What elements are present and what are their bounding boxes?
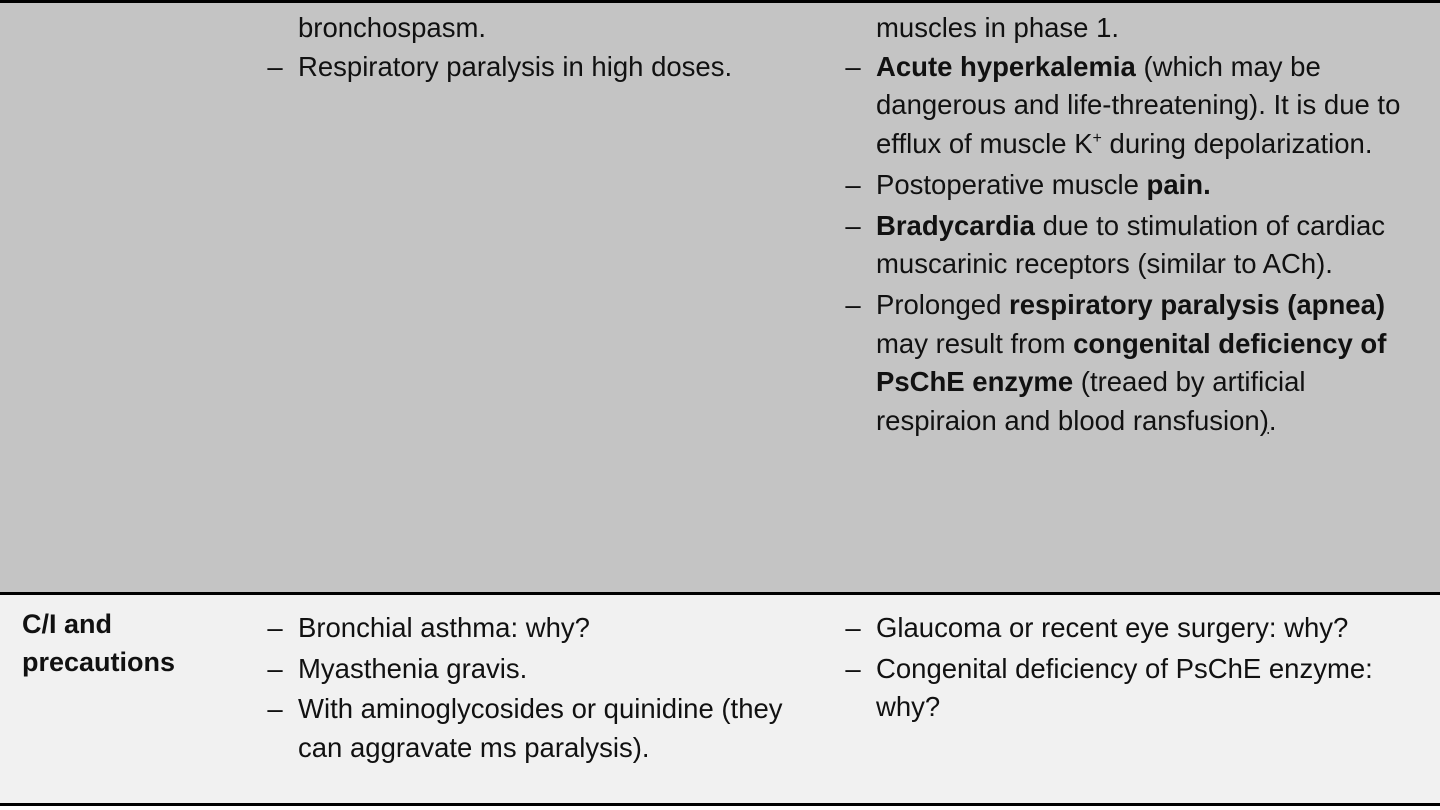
bradycardia-text: due to stimulation of cardiac muscarinic receptors (similar to ACh). bbox=[876, 209, 1386, 280]
ci-a-item bbox=[262, 609, 822, 648]
ci-row-label: C/I and precautions bbox=[22, 609, 176, 677]
ci-b-item-text: Congenital deficiency of PsChE enzyme: why? bbox=[876, 652, 1373, 723]
apnea-text-c: (treaed by artificial respiraion and blood ransfusion bbox=[876, 366, 1306, 437]
dash-bullet: – bbox=[845, 50, 861, 82]
ci-b-item-text: Glaucoma or recent eye surgery: why? bbox=[876, 612, 1349, 643]
hyperkalemia-text: (which may be dangerous and life-threatening). It is due to efflux of muscle K bbox=[876, 50, 1401, 160]
adverse-a-continuation: bronchospasm. bbox=[298, 12, 487, 43]
ci-a-item-text: Myasthenia gravis. bbox=[298, 652, 528, 684]
dash-bullet: – bbox=[845, 652, 861, 684]
adverse-col-b bbox=[840, 3, 1425, 443]
adverse-b-item-apnea bbox=[840, 286, 1425, 441]
pain-text: Postoperative muscle bbox=[876, 168, 1147, 200]
adverse-b-continuation: muscles in phase 1. bbox=[876, 12, 1120, 43]
ci-col-b bbox=[840, 595, 1425, 729]
dash-bullet: – bbox=[845, 288, 861, 320]
adverse-b-item-bradycardia bbox=[840, 207, 1425, 284]
dash-bullet: – bbox=[267, 693, 283, 725]
ci-a-item bbox=[262, 690, 822, 767]
adverse-b-item-pain bbox=[840, 166, 1425, 205]
ci-a-item-text: With aminoglycosides or quinidine (they can aggravate ms paralysis). bbox=[298, 693, 783, 764]
potassium-charge: + bbox=[1092, 129, 1102, 147]
ci-b-item bbox=[840, 650, 1425, 727]
apnea-term: respiratory paralysis (apnea) bbox=[1009, 288, 1386, 320]
hyperkalemia-term: Acute hyperkalemia bbox=[876, 50, 1136, 82]
adverse-b-item-hyperkalemia bbox=[840, 48, 1425, 164]
dash-bullet: – bbox=[267, 652, 283, 684]
bradycardia-term: Bradycardia bbox=[876, 209, 1035, 241]
apnea-text-a: Prolonged bbox=[876, 288, 1010, 320]
ci-a-item bbox=[262, 650, 822, 689]
dash-bullet: – bbox=[845, 209, 861, 241]
ci-col-a bbox=[262, 595, 822, 770]
apnea-text-b: may result from bbox=[876, 327, 1074, 359]
adverse-col-a bbox=[262, 3, 822, 88]
hyperkalemia-text-end: during depolarization. bbox=[1101, 128, 1373, 160]
dash-bullet: – bbox=[845, 168, 861, 200]
ci-b-item bbox=[840, 609, 1425, 648]
dash-bullet: – bbox=[267, 50, 283, 82]
apnea-text-d: . bbox=[1268, 405, 1277, 437]
dash-bullet: – bbox=[845, 612, 861, 643]
dash-bullet: – bbox=[267, 612, 283, 643]
pain-term: pain. bbox=[1146, 168, 1211, 200]
adverse-a-item bbox=[262, 48, 822, 87]
adverse-a-item-text: Respiratory paralysis in high doses. bbox=[298, 50, 733, 82]
ci-a-item-text: Bronchial asthma: why? bbox=[298, 612, 590, 643]
apnea-underlined-paren: ) bbox=[1259, 405, 1269, 437]
psche-deficiency-term: congenital deficiency of PsChE enzyme bbox=[876, 327, 1387, 398]
contraindications-row bbox=[0, 592, 1440, 806]
adverse-row-label-cell bbox=[22, 3, 252, 13]
